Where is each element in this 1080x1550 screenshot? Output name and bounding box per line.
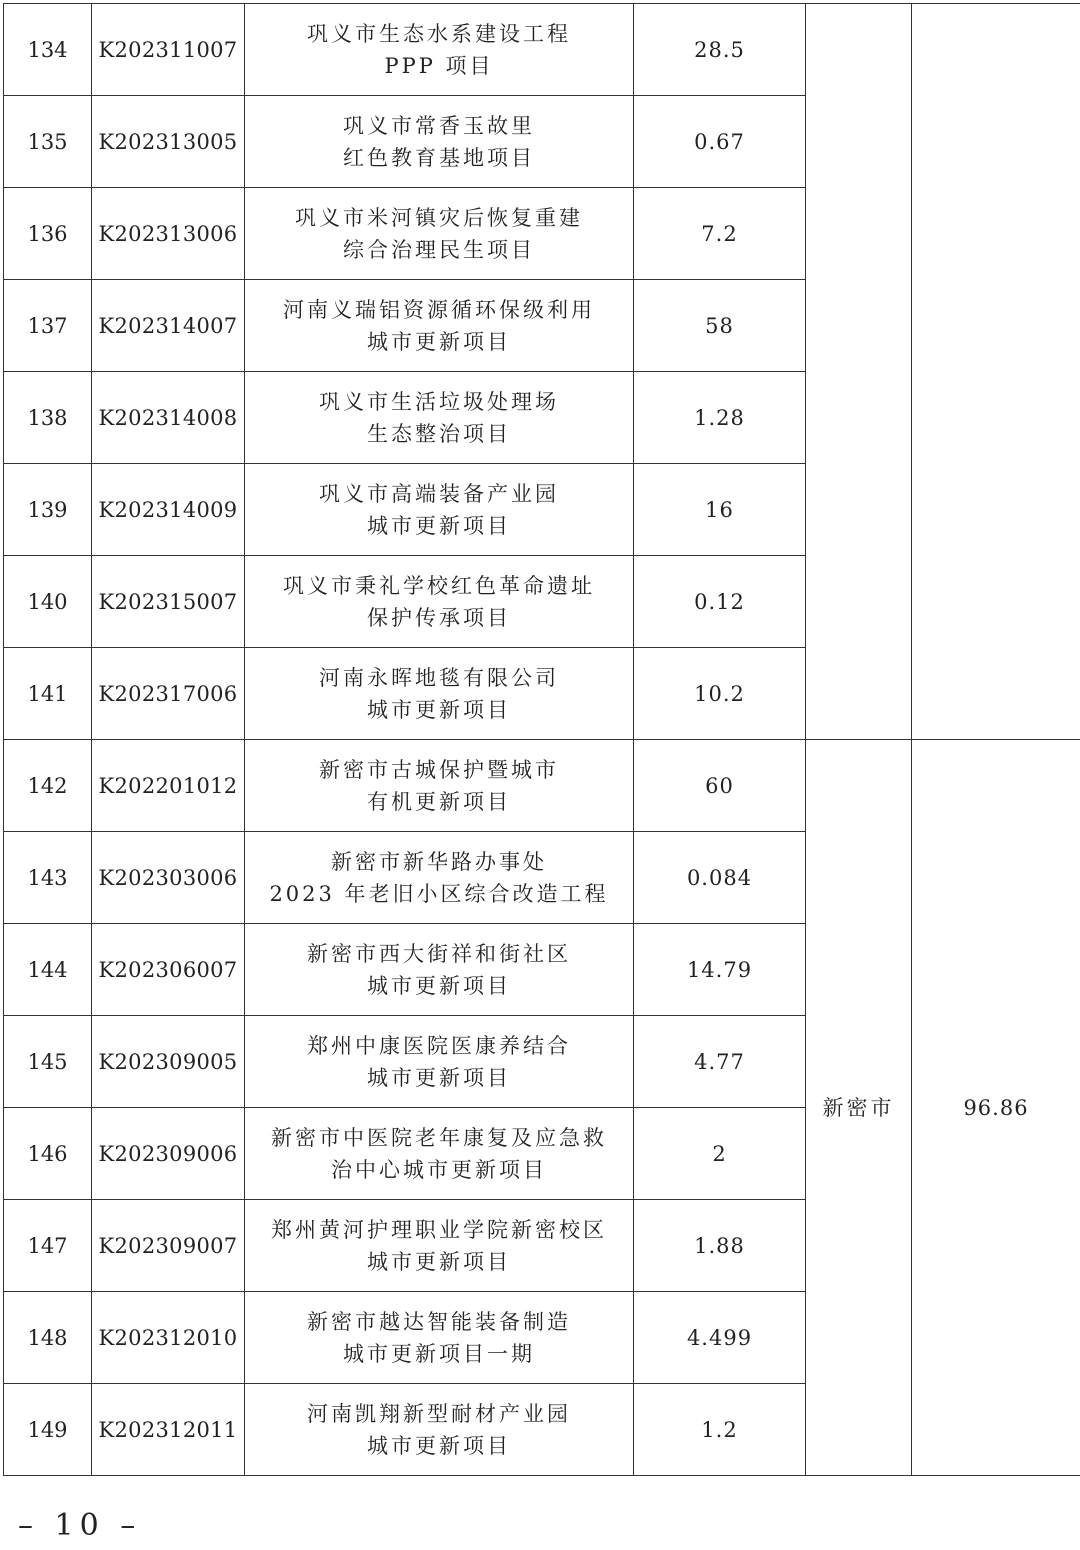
project-name-line: 巩义市米河镇灾后恢复重建 xyxy=(295,205,583,230)
project-name-cell xyxy=(245,740,634,832)
project-name-line: 新密市越达智能装备制造 xyxy=(307,1309,571,1334)
region-total-cell: 96.86 xyxy=(912,740,1080,1476)
project-name-line: 河南凯翔新型耐材产业园 xyxy=(307,1401,571,1426)
project-name-cell xyxy=(245,1200,634,1292)
row-number-cell: 144 xyxy=(4,924,92,1016)
investment-amount-cell: 60 xyxy=(634,740,806,832)
project-name-cell xyxy=(245,1016,634,1108)
row-number-cell: 146 xyxy=(4,1108,92,1200)
table-row xyxy=(4,740,1080,832)
project-code-cell: K202314007 xyxy=(92,280,245,372)
project-name-line: 巩义市常香玉故里 xyxy=(343,113,535,138)
project-name-cell xyxy=(245,4,634,96)
row-number-cell: 141 xyxy=(4,648,92,740)
investment-amount-cell: 7.2 xyxy=(634,188,806,280)
investment-amount-cell: 16 xyxy=(634,464,806,556)
project-name-line: 治中心城市更新项目 xyxy=(331,1157,547,1182)
project-code-cell: K202311007 xyxy=(92,4,245,96)
project-name-line: 巩义市生态水系建设工程 xyxy=(307,21,571,46)
project-name-cell xyxy=(245,280,634,372)
project-name-cell xyxy=(245,556,634,648)
project-name-line: 巩义市生活垃圾处理场 xyxy=(319,389,559,414)
row-number-cell: 138 xyxy=(4,372,92,464)
region-cell xyxy=(806,4,912,740)
project-name-line: 城市更新项目 xyxy=(367,513,511,538)
project-name-line: 郑州黄河护理职业学院新密校区 xyxy=(271,1217,607,1242)
project-name-cell xyxy=(245,96,634,188)
project-code-cell: K202309006 xyxy=(92,1108,245,1200)
row-number-cell: 140 xyxy=(4,556,92,648)
project-name-line: 新密市中医院老年康复及应急救 xyxy=(271,1125,607,1150)
investment-amount-cell: 4.499 xyxy=(634,1292,806,1384)
project-name-line: 河南义瑞铝资源循环保级利用 xyxy=(283,297,595,322)
project-name-line: 巩义市高端装备产业园 xyxy=(319,481,559,506)
project-code-cell: K202201012 xyxy=(92,740,245,832)
project-name-line: 城市更新项目 xyxy=(367,973,511,998)
project-name-line: PPP 项目 xyxy=(384,53,494,78)
project-code-cell: K202313005 xyxy=(92,96,245,188)
project-name-cell xyxy=(245,1108,634,1200)
project-name-line: 新密市西大街祥和街社区 xyxy=(307,941,571,966)
project-name-line: 保护传承项目 xyxy=(367,605,511,630)
project-name-line: 郑州中康医院医康养结合 xyxy=(307,1033,571,1058)
project-name-line: 有机更新项目 xyxy=(367,789,511,814)
investment-amount-cell: 1.28 xyxy=(634,372,806,464)
row-number-cell: 149 xyxy=(4,1384,92,1476)
project-name-cell xyxy=(245,464,634,556)
investment-amount-cell: 1.88 xyxy=(634,1200,806,1292)
project-name-line: 2023 年老旧小区综合改造工程 xyxy=(269,881,609,906)
investment-amount-cell: 1.2 xyxy=(634,1384,806,1476)
investment-amount-cell: 10.2 xyxy=(634,648,806,740)
investment-amount-cell: 2 xyxy=(634,1108,806,1200)
project-table xyxy=(3,3,1080,1476)
project-name-cell xyxy=(245,372,634,464)
project-name-line: 河南永晖地毯有限公司 xyxy=(319,665,559,690)
project-name-line: 新密市新华路办事处 xyxy=(331,849,547,874)
row-number-cell: 136 xyxy=(4,188,92,280)
project-name-cell xyxy=(245,1384,634,1476)
investment-amount-cell: 0.084 xyxy=(634,832,806,924)
investment-amount-cell: 58 xyxy=(634,280,806,372)
project-name-cell xyxy=(245,1292,634,1384)
project-code-cell: K202313006 xyxy=(92,188,245,280)
project-code-cell: K202314009 xyxy=(92,464,245,556)
project-code-cell: K202315007 xyxy=(92,556,245,648)
investment-amount-cell: 0.12 xyxy=(634,556,806,648)
row-number-cell: 139 xyxy=(4,464,92,556)
project-code-cell: K202317006 xyxy=(92,648,245,740)
region-cell: 新密市 xyxy=(806,740,912,1476)
investment-amount-cell: 14.79 xyxy=(634,924,806,1016)
project-name-line: 新密市古城保护暨城市 xyxy=(319,757,559,782)
row-number-cell: 134 xyxy=(4,4,92,96)
project-name-cell xyxy=(245,188,634,280)
row-number-cell: 147 xyxy=(4,1200,92,1292)
project-code-cell: K202306007 xyxy=(92,924,245,1016)
project-code-cell: K202309007 xyxy=(92,1200,245,1292)
project-name-cell xyxy=(245,648,634,740)
table-row xyxy=(4,4,1080,96)
row-number-cell: 145 xyxy=(4,1016,92,1108)
row-number-cell: 148 xyxy=(4,1292,92,1384)
row-number-cell: 142 xyxy=(4,740,92,832)
project-table-body xyxy=(4,4,1080,1476)
project-name-cell xyxy=(245,832,634,924)
project-name-line: 红色教育基地项目 xyxy=(343,145,535,170)
project-name-line: 城市更新项目 xyxy=(367,1433,511,1458)
investment-amount-cell: 28.5 xyxy=(634,4,806,96)
investment-amount-cell: 0.67 xyxy=(634,96,806,188)
project-name-line: 城市更新项目 xyxy=(367,1249,511,1274)
project-code-cell: K202314008 xyxy=(92,372,245,464)
region-total-cell xyxy=(912,4,1080,740)
project-name-line: 城市更新项目 xyxy=(367,1065,511,1090)
project-name-cell xyxy=(245,924,634,1016)
project-code-cell: K202303006 xyxy=(92,832,245,924)
row-number-cell: 137 xyxy=(4,280,92,372)
project-name-line: 综合治理民生项目 xyxy=(343,237,535,262)
project-code-cell: K202312011 xyxy=(92,1384,245,1476)
project-name-line: 城市更新项目 xyxy=(367,697,511,722)
project-name-line: 巩义市秉礼学校红色革命遗址 xyxy=(283,573,595,598)
project-name-line: 城市更新项目一期 xyxy=(343,1341,535,1366)
investment-amount-cell: 4.77 xyxy=(634,1016,806,1108)
row-number-cell: 143 xyxy=(4,832,92,924)
row-number-cell: 135 xyxy=(4,96,92,188)
project-code-cell: K202309005 xyxy=(92,1016,245,1108)
project-name-line: 城市更新项目 xyxy=(367,329,511,354)
project-name-line: 生态整治项目 xyxy=(367,421,511,446)
project-code-cell: K202312010 xyxy=(92,1292,245,1384)
page-number: – 10 – xyxy=(18,1508,142,1543)
